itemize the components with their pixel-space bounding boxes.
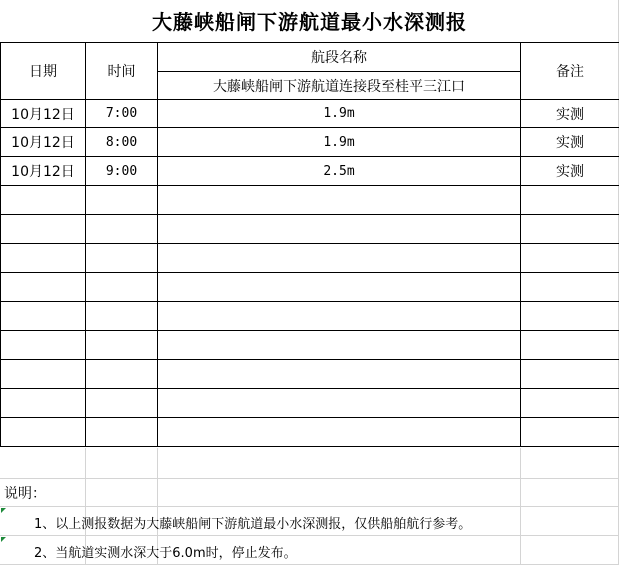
cell-comment-marker: [1, 537, 6, 542]
depth-cell[interactable]: [158, 186, 521, 215]
time-header: 时间: [86, 43, 158, 100]
remark-cell[interactable]: [521, 215, 619, 244]
depth-cell[interactable]: 1.9m: [158, 100, 521, 128]
table-row: [1, 418, 619, 447]
date-cell[interactable]: [1, 244, 86, 273]
time-cell[interactable]: 7:00: [86, 100, 158, 128]
remark-cell[interactable]: [521, 360, 619, 389]
table-row: [1, 244, 619, 273]
depth-cell[interactable]: [158, 389, 521, 418]
time-cell[interactable]: 8:00: [86, 128, 158, 157]
depth-cell[interactable]: [158, 418, 521, 447]
header-row: [1, 43, 619, 72]
table-row: [1, 186, 619, 215]
remark-cell[interactable]: [521, 389, 619, 418]
time-cell[interactable]: [86, 244, 158, 273]
remark-cell[interactable]: [521, 418, 619, 447]
remark-cell[interactable]: 实测: [521, 157, 619, 186]
time-cell[interactable]: [86, 389, 158, 418]
time-cell[interactable]: [86, 418, 158, 447]
table-row: [1, 273, 619, 302]
date-header: 日期: [1, 43, 86, 100]
depth-cell[interactable]: [158, 273, 521, 302]
time-cell[interactable]: 9:00: [86, 157, 158, 186]
date-cell[interactable]: 10月12日: [1, 128, 86, 157]
remark-cell[interactable]: [521, 244, 619, 273]
date-cell[interactable]: [1, 331, 86, 360]
date-cell[interactable]: [1, 360, 86, 389]
remark-header: 备注: [521, 43, 619, 100]
depth-cell[interactable]: 2.5m: [158, 157, 521, 186]
date-cell[interactable]: [1, 186, 86, 215]
time-cell[interactable]: [86, 273, 158, 302]
date-cell[interactable]: [1, 418, 86, 447]
time-cell[interactable]: [86, 215, 158, 244]
note-item: 2、当航道实测水深大于6.0m时，停止发布。: [34, 546, 297, 561]
table-row: [1, 157, 619, 186]
depth-cell[interactable]: 1.9m: [158, 128, 521, 157]
note-item: 1、以上测报数据为大藤峡船闸下游航道最小水深测报，仅供船舶航行参考。: [34, 517, 472, 532]
date-cell[interactable]: [1, 389, 86, 418]
depth-cell[interactable]: [158, 302, 521, 331]
date-cell[interactable]: [1, 302, 86, 331]
table-row: [1, 128, 619, 157]
remark-cell[interactable]: 实测: [521, 100, 619, 128]
date-cell[interactable]: [1, 273, 86, 302]
remark-cell[interactable]: [521, 273, 619, 302]
date-cell[interactable]: [1, 215, 86, 244]
depth-cell[interactable]: [158, 360, 521, 389]
depth-cell[interactable]: [158, 215, 521, 244]
table-row: [1, 331, 619, 360]
segment-header: 大藤峡船闸下游航道连接段至桂平三江口: [158, 72, 521, 100]
remark-cell[interactable]: [521, 302, 619, 331]
cell-comment-marker: [1, 508, 6, 513]
remark-cell[interactable]: [521, 331, 619, 360]
water-depth-table: [0, 42, 619, 447]
date-cell[interactable]: 10月12日: [1, 100, 86, 128]
time-cell[interactable]: [86, 331, 158, 360]
table-row: [1, 100, 619, 128]
table-row: [1, 302, 619, 331]
time-cell[interactable]: [86, 360, 158, 389]
report-title: 大藤峡船闸下游航道最小水深测报: [152, 10, 467, 34]
depth-cell[interactable]: [158, 244, 521, 273]
remark-cell[interactable]: [521, 186, 619, 215]
date-cell[interactable]: 10月12日: [1, 157, 86, 186]
table-row: [1, 389, 619, 418]
segment-group-header: 航段名称: [158, 43, 521, 72]
depth-cell[interactable]: [158, 331, 521, 360]
table-row: [1, 215, 619, 244]
time-cell[interactable]: [86, 186, 158, 215]
notes-label: 说明：: [4, 486, 46, 502]
remark-cell[interactable]: 实测: [521, 128, 619, 157]
time-cell[interactable]: [86, 302, 158, 331]
table-row: [1, 360, 619, 389]
